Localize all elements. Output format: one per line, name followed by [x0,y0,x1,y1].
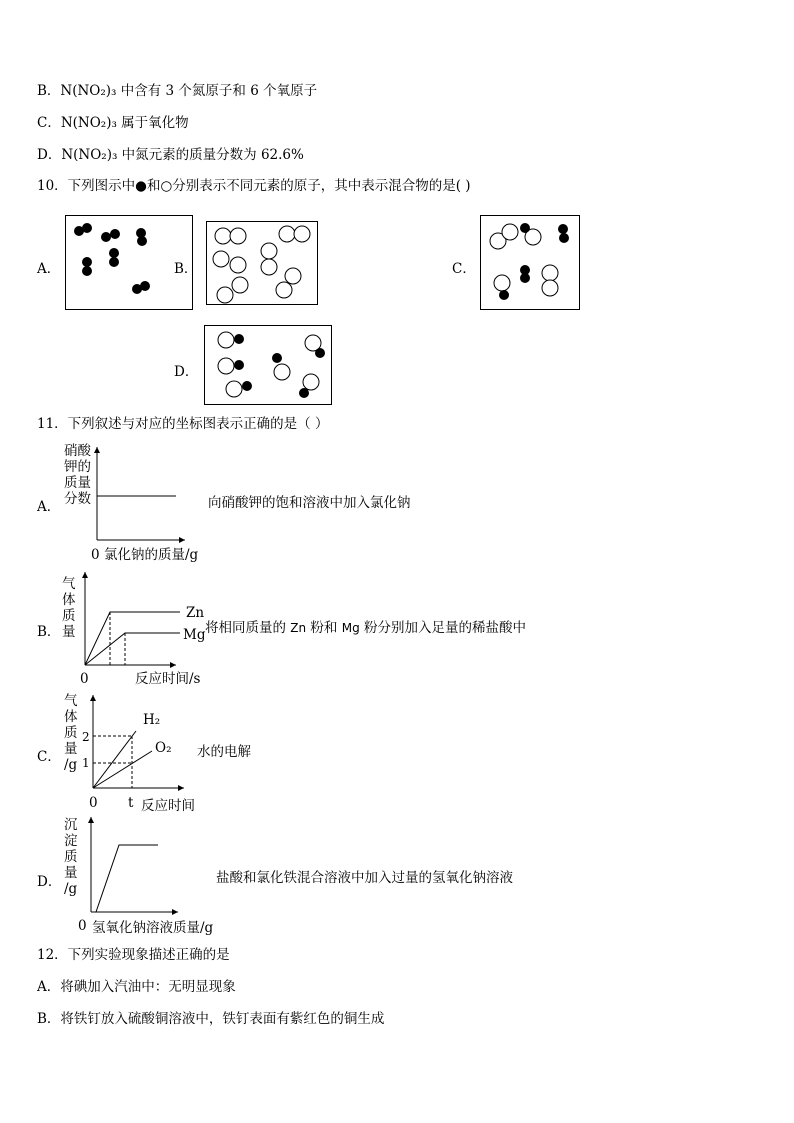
q11b-series-mg: Mg [183,627,206,643]
q11c-t-label: t [128,795,134,811]
q10-box-b [206,221,318,305]
q11b-graph [80,570,200,670]
q11b-ylabel [62,576,76,640]
q9-option-b: B．N(NO₂)₃ 中含有 3 个氮原子和 6 个氧原子 [37,83,318,99]
q11c-series-o2: O₂ [155,740,172,756]
q11b-origin: 0 [80,671,89,687]
q11a-ylabel-line: 质量 [64,475,91,491]
q9-option-d: D．N(NO₂)₃ 中氮元素的质量分数为 62.6% [37,147,304,163]
q11c-ylabel-line: 量 [64,741,78,757]
q11b-xlabel: 反应时间/s [135,671,201,687]
q11a-xlabel: 氯化钠的质量/g [104,547,199,563]
q11b-ylabel-line: 体 [62,592,76,608]
q11c-series-h2: H₂ [143,712,161,728]
q10-diagram-b [207,222,319,306]
q11b-ylabel-line: 气 [62,576,76,592]
q11b-desc-mg: Mg [341,621,360,635]
q11-stem: 11．下列叙述与对应的坐标图表示正确的是（ ） [37,416,329,432]
q11c-tick-1: 1 [82,756,90,770]
q11b-zn-line [85,612,180,665]
q10-label-d: D． [174,364,199,380]
q11d-ylabel-line: 沉 [64,817,78,833]
q11b-desc-part: 粉和 [306,620,342,636]
q11c-ylabel-line: 体 [64,709,78,725]
q11d-graph [86,815,196,920]
q11c-tick-2: 2 [82,730,90,744]
q11c-ylabel [64,693,78,773]
q11a-ylabel [64,443,91,507]
q9-option-c: C．N(NO₂)₃ 属于氧化物 [37,115,189,131]
q11b-desc-part: 将相同质量的 [205,620,291,636]
q10-box-d [204,325,332,405]
q10-diagram-c [481,216,581,311]
q11c-h2-line [93,731,136,788]
q10-label-b: B． [174,261,198,277]
q11d-line [96,845,158,912]
q11c-ylabel-line: 气 [64,693,78,709]
q10-diagram-d [205,326,333,406]
q11d-description: 盐酸和氯化铁混合溶液中加入过量的氢氧化钠溶液 [216,870,513,886]
q10-box-c [480,215,580,310]
q11-label-c: C． [37,749,61,765]
q11a-graph [92,445,212,555]
q11b-desc-part: 粉分别加入足量的稀盐酸中 [359,620,526,636]
q11b-ylabel-line: 量 [62,624,76,640]
q11-label-b: B． [37,624,61,640]
q11c-origin: 0 [89,795,98,811]
q11c-o2-line [93,751,152,788]
q11c-ylabel-line: /g [64,757,78,773]
q11d-xlabel: 氢氧化钠溶液质量/g [92,920,214,936]
q11b-mg-line [85,633,180,665]
q11a-ylabel-line: 分数 [64,491,91,507]
q12-option-a: A．将碘加入汽油中：无明显现象 [37,979,236,995]
q12-option-b: B．将铁钉放入硫酸铜溶液中，铁钉表面有紫红色的铜生成 [37,1011,385,1027]
q11c-graph [88,693,198,793]
q10-stem: 10．下列图示中●和○分别表示不同元素的原子，其中表示混合物的是( ) [37,178,471,194]
q11d-ylabel-line: 淀 [64,833,78,849]
q11-label-d: D． [37,874,62,890]
q11c-description: 水的电解 [197,744,251,760]
q11d-origin: 0 [78,918,87,934]
q11c-ylabel-line: 质 [64,725,78,741]
q11a-ylabel-line: 硝酸 [64,443,91,459]
q11b-description [205,620,526,636]
q12-stem: 12．下列实验现象描述正确的是 [37,947,230,963]
q11d-ylabel-line: /g [64,881,78,897]
q11d-ylabel-line: 质 [64,849,78,865]
q11b-desc-zn: Zn [290,621,307,635]
q11c-xlabel: 反应时间 [141,798,195,814]
q11-label-a: A． [37,499,61,515]
q11b-ylabel-line: 质 [62,608,76,624]
q10-label-c: C． [452,261,476,277]
q11a-origin: 0 [91,547,100,563]
q11b-series-zn: Zn [186,605,205,621]
q10-label-a: A． [37,261,61,277]
q11d-ylabel [64,817,78,897]
q11a-description: 向硝酸钾的饱和溶液中加入氯化钠 [208,495,411,511]
q11d-ylabel-line: 量 [64,865,78,881]
q11a-ylabel-line: 钾的 [64,459,91,475]
